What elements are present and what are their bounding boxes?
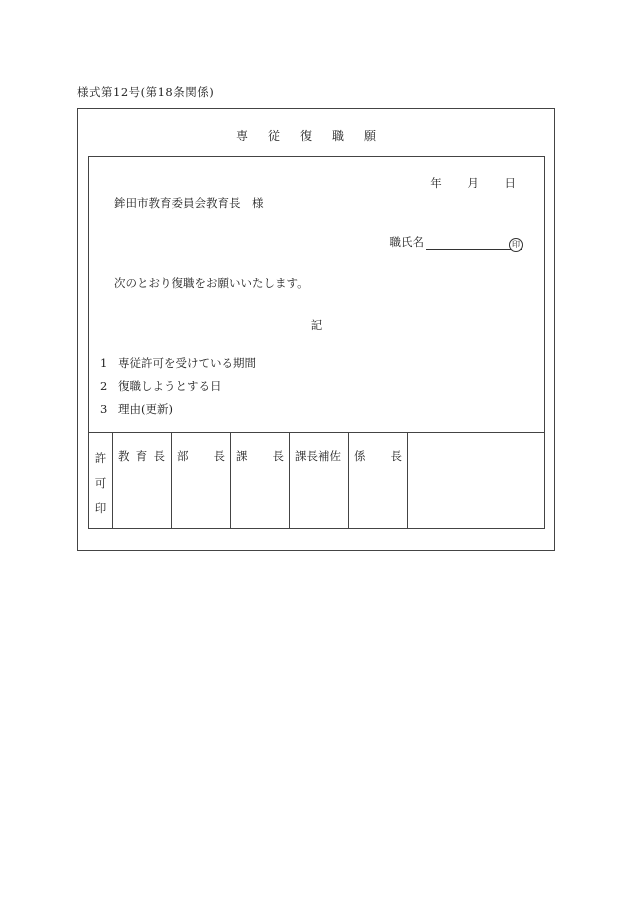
cell-char: 教	[118, 449, 130, 463]
approval-cell-department-head[interactable]	[172, 433, 231, 529]
form-title: 専従復職願	[235, 129, 396, 143]
side-char: 許	[94, 451, 107, 465]
approval-side-label	[89, 433, 113, 529]
name-input-line[interactable]	[426, 237, 522, 250]
cell-char: 長	[272, 449, 284, 463]
date-field[interactable]	[426, 175, 516, 191]
item-list	[100, 356, 256, 425]
item-number: 3	[100, 402, 108, 416]
approval-cell-blank[interactable]	[408, 433, 544, 529]
cell-char: 育	[135, 449, 148, 463]
approval-cell-superintendent[interactable]	[113, 433, 172, 529]
item-number: 1	[100, 356, 108, 370]
side-char: 印	[94, 501, 107, 515]
approval-cell-chief[interactable]	[349, 433, 408, 529]
form-outer-frame	[77, 108, 555, 551]
form-number-label: 様式第12号(第18条関係)	[77, 85, 215, 99]
approval-cell-section-head[interactable]	[231, 433, 290, 529]
cell-char: 長	[390, 449, 402, 463]
name-label: 職氏名	[389, 235, 424, 249]
cell-char: 課長補佐	[295, 449, 341, 463]
list-item[interactable]	[100, 402, 256, 425]
ki-heading: 記	[310, 318, 323, 332]
cell-char: 長	[213, 449, 225, 463]
cell-char: 部	[177, 449, 189, 463]
list-item[interactable]	[100, 379, 256, 402]
cell-char: 課	[236, 449, 248, 463]
date-year-label: 年	[430, 176, 442, 190]
date-month-label: 月	[467, 176, 479, 190]
addressee: 鉾田市教育委員会教育長 様	[114, 196, 264, 210]
list-item[interactable]	[100, 356, 256, 379]
item-text: 専従許可を受けている期間	[118, 356, 256, 370]
form-inner-frame	[88, 156, 545, 529]
approval-table	[89, 432, 544, 530]
side-char: 可	[94, 476, 107, 490]
cell-char: 長	[153, 449, 165, 463]
date-day-label: 日	[504, 176, 516, 190]
request-statement: 次のとおり復職をお願いいたします。	[114, 276, 309, 290]
item-number: 2	[100, 379, 108, 393]
item-text: 理由(更新)	[118, 402, 173, 416]
cell-char: 係	[354, 449, 366, 463]
item-text: 復職しようとする日	[118, 379, 222, 393]
seal-icon: 印	[509, 238, 523, 252]
name-field[interactable]	[390, 234, 523, 250]
approval-cell-deputy-section-head[interactable]	[290, 433, 349, 529]
